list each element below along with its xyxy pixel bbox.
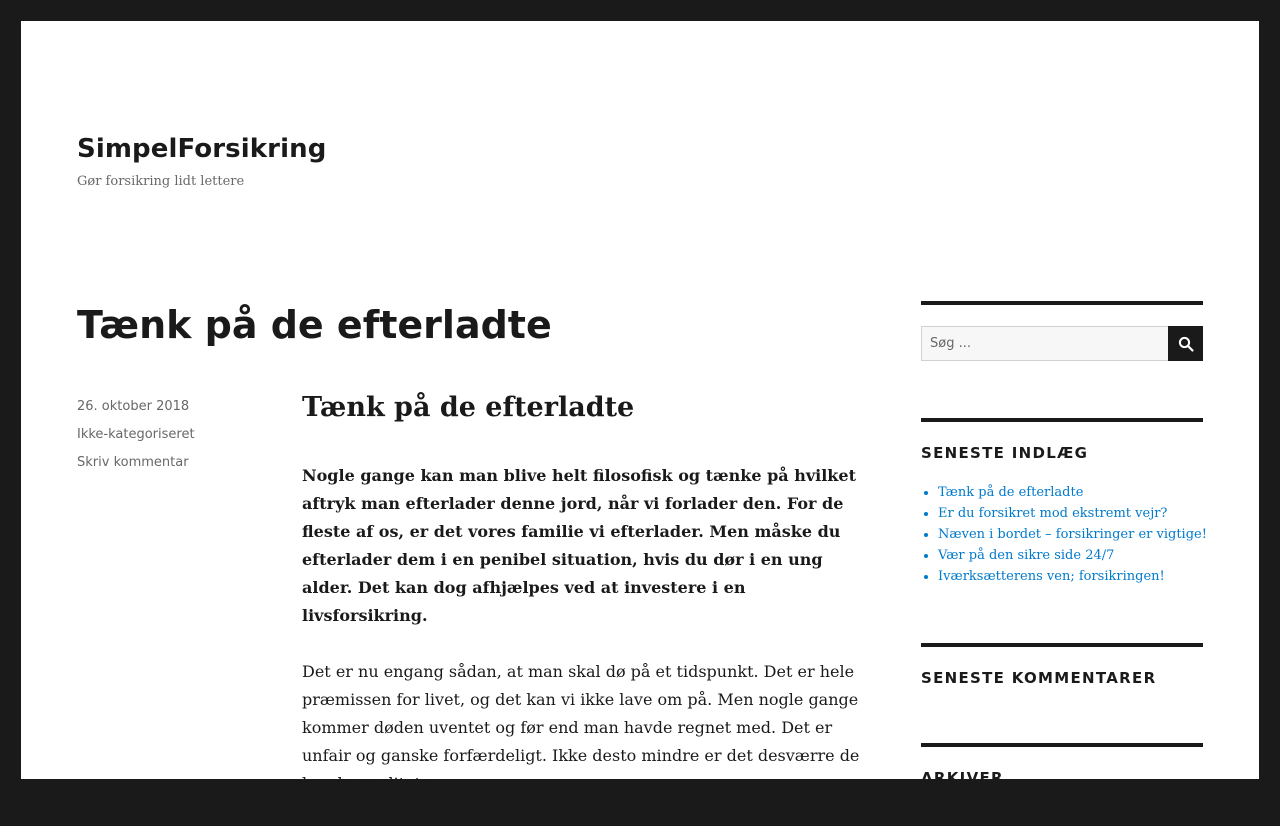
lead-paragraph: Nogle gange kan man blive helt filosofisk og tænke på hvilket aftryk man efterlader denne jord, når vi forlader den. For de fleste af os, er det vores familie vi efterlader. Men måske du efterlader dem i en penibel situation, hvis du dør i en ung alder. Det kan dog afhjælpes ved at investere i en livsforsikring. [302, 466, 856, 625]
archive-widget [921, 743, 1203, 789]
search-button[interactable] [1168, 326, 1203, 361]
page [21, 21, 1259, 793]
list-item [938, 566, 1203, 587]
recent-posts-widget [921, 418, 1207, 643]
search-input[interactable] [921, 326, 1168, 361]
entry-content [302, 387, 867, 826]
recent-comments-title: SENESTE KOMMENTARER [921, 669, 1157, 687]
post-date-link[interactable]: 26. oktober 2018 [77, 399, 190, 414]
list-item [938, 503, 1203, 524]
recent-post-link[interactable]: Tænk på de efterladte [938, 485, 1084, 500]
list-item [938, 524, 1207, 545]
recent-post-link[interactable]: Iværksætterens ven; forsikringen! [938, 569, 1165, 584]
recent-posts-list [921, 482, 1207, 587]
recent-post-link[interactable]: Vær på den sikre side 24/7 [938, 548, 1115, 563]
content-heading: Tænk på de efterladte [302, 392, 635, 423]
sidebar [921, 301, 1207, 789]
recent-comments-widget [921, 643, 1203, 743]
site-description: Gør forsikring lidt lettere [77, 174, 245, 189]
recent-posts-title: SENESTE INDLÆG [921, 444, 1089, 462]
recent-post-link[interactable]: Næven i bordet – forsikringer er vigtige! [938, 527, 1207, 542]
recent-post-link[interactable]: Er du forsikret mod ekstremt vejr? [938, 506, 1168, 521]
list-item [938, 482, 1203, 503]
body-paragraph: Det er nu engang sådan, at man skal dø på et tidspunkt. Det er hele præmissen for livet, og det kan vi ikke lave om på. Men nogle gange kommer døden uventet og før end man havde regnet med. Det er unfair og ganske forfærdeligt. Ikke desto mindre er det desværre de barske realiteter. [302, 662, 860, 793]
entry-title: Tænk på de efterladte [77, 303, 552, 347]
list-item [938, 545, 1203, 566]
archive-title: ARKIVER [921, 769, 1004, 787]
entry-meta [77, 393, 267, 477]
search-widget [921, 301, 1203, 362]
site-title-link[interactable]: SimpelForsikring [77, 134, 327, 164]
search-icon [1178, 336, 1194, 352]
category-link[interactable]: Ikke-kategoriseret [77, 427, 195, 442]
comment-link[interactable]: Skriv kommentar [77, 455, 189, 470]
